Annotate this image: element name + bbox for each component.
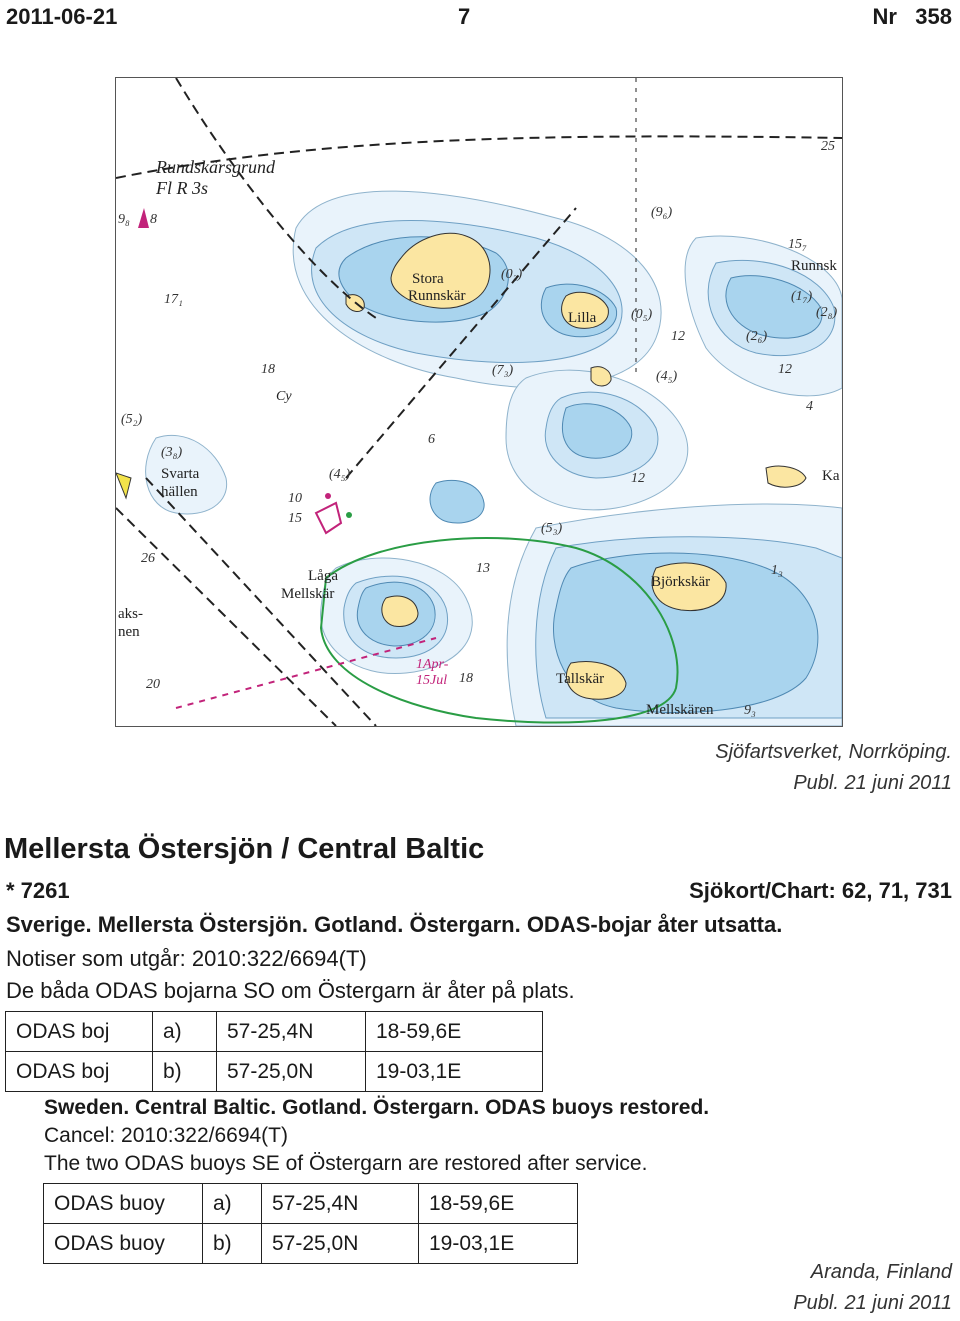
buoy-name: ODAS boj <box>6 1052 153 1092</box>
sounding-38: (3₈) <box>161 445 183 460</box>
buoy-latitude: 57-25,0N <box>217 1052 366 1092</box>
sounding-73: (7₃) <box>492 363 514 378</box>
label-stora: Stora <box>412 271 444 287</box>
label-laga: Låga <box>308 568 338 584</box>
sounding-18b: 18 <box>459 671 473 686</box>
sounding-52: (5₂) <box>121 412 143 427</box>
label-svarta: Svarta <box>161 466 200 482</box>
buoy-id: b) <box>153 1052 217 1092</box>
header-issue-number: Nr 358 <box>872 4 952 29</box>
label-rundskarsgrund: Rundskärsgrund <box>156 157 276 177</box>
header-page-number: 7 <box>458 4 471 29</box>
label-ka: Ka <box>822 468 840 484</box>
label-aks: aks- <box>118 606 143 622</box>
label-nen: nen <box>118 624 140 640</box>
sounding-26b: 26 <box>141 551 155 566</box>
english-body: The two ODAS buoys SE of Östergarn are restored after service. <box>44 1152 648 1175</box>
sounding-18: 18 <box>261 362 275 377</box>
table-row <box>6 1052 543 1092</box>
label-bjorkskar: Björkskär <box>651 574 711 590</box>
label-lilla: Lilla <box>568 310 597 326</box>
swedish-heading: Sverige. Mellersta Östersjön. Gotland. Östergarn. ODAS-bojar åter utsatta. <box>6 912 783 937</box>
buoy-longitude: 18-59,6E <box>366 1012 543 1052</box>
sounding-12b: 12 <box>778 362 792 377</box>
buoy-latitude: 57-25,4N <box>262 1184 419 1224</box>
label-mellskaren: Mellskären <box>646 702 714 718</box>
buoy-light-dot <box>325 493 331 499</box>
sounding-4: 4 <box>806 399 813 414</box>
english-heading: Sweden. Central Baltic. Gotland. Östergarn. ODAS buoys restored. <box>44 1096 710 1119</box>
nautical-chart-excerpt <box>115 77 843 727</box>
credit-published-2: Publ. 21 juni 2011 <box>793 1292 952 1314</box>
label-light-characteristic: Fl R 3s <box>156 178 208 198</box>
sounding-13a: 13 <box>476 561 490 576</box>
label-mellskar: Mellskär <box>281 586 335 602</box>
buoy-latitude: 57-25,0N <box>262 1224 419 1264</box>
credit-source: Sjöfartsverket, Norrköping. <box>715 741 952 763</box>
label-tallskar: Tallskär <box>556 671 605 687</box>
chart-reference: Sjökort/Chart: 62, 71, 731 <box>689 878 952 903</box>
sounding-05: (0₅) <box>631 307 653 322</box>
sounding-17: (1₇) <box>791 289 813 304</box>
sounding-8: 8 <box>150 212 157 227</box>
sounding-03: (0₃) <box>501 267 523 282</box>
label-hallen: hällen <box>161 484 198 500</box>
buoy-latitude: 57-25,4N <box>217 1012 366 1052</box>
yellow-marker <box>116 473 131 498</box>
header-date: 2011-06-21 <box>6 4 118 29</box>
credit-source-2: Aranda, Finland <box>810 1261 952 1283</box>
table-row <box>6 1012 543 1052</box>
shallow-islet <box>430 480 484 523</box>
buoy-name: ODAS buoy <box>44 1224 203 1264</box>
label-date-to: 15Jul <box>416 673 448 688</box>
light-flare-symbol <box>138 208 149 228</box>
sounding-12a: 12 <box>671 329 685 344</box>
sounding-9: 9₈ <box>118 212 130 227</box>
sounding-45a: (4₅) <box>329 467 351 482</box>
sounding-96: (9₆) <box>651 205 673 220</box>
buoy-name: ODAS buoy <box>44 1184 203 1224</box>
buoy-longitude: 19-03,1E <box>419 1224 578 1264</box>
sounding-20: 20 <box>146 677 160 692</box>
swedish-body: De båda ODAS bojarna SO om Östergarn är åter på plats. <box>6 978 575 1003</box>
sounding-25: 25 <box>821 139 835 154</box>
english-cancel-note: Cancel: 2010:322/6694(T) <box>44 1124 288 1147</box>
credit-published: Publ. 21 juni 2011 <box>793 772 952 794</box>
sounding-171: 17₁ <box>164 292 183 307</box>
route-line-sw-1 <box>116 508 336 726</box>
label-runnskar: Runnskär <box>408 288 466 304</box>
sounding-93: 9₃ <box>744 703 756 718</box>
buoy-id: a) <box>203 1184 262 1224</box>
sounding-28: (2₈) <box>816 305 838 320</box>
chart-drawing <box>116 78 842 726</box>
buoy-longitude: 19-03,1E <box>366 1052 543 1092</box>
sounding-53: (5₃) <box>541 521 563 536</box>
label-date-from: 1Apr- <box>416 657 449 672</box>
label-cy: Cy <box>276 389 292 404</box>
english-position-table <box>43 1183 578 1264</box>
odas-buoy-symbol <box>316 503 341 533</box>
notice-number: * 7261 <box>6 878 70 903</box>
sounding-26: (2₆) <box>746 329 768 344</box>
buoy-longitude: 18-59,6E <box>419 1184 578 1224</box>
section-title: Mellersta Östersjön / Central Baltic <box>4 833 485 865</box>
sounding-13b: 1₃ <box>771 563 783 578</box>
sounding-12c: 12 <box>631 471 645 486</box>
label-runnsk: Runnsk <box>791 258 837 274</box>
sounding-15: 15 <box>288 511 302 526</box>
sounding-10: 10 <box>288 491 302 506</box>
table-row <box>44 1184 578 1224</box>
buoy-green-dot <box>346 512 352 518</box>
sounding-45b: (4₅) <box>656 369 678 384</box>
swedish-position-table <box>5 1011 543 1092</box>
buoy-id: b) <box>203 1224 262 1264</box>
sounding-157: 15₇ <box>788 237 807 252</box>
table-row <box>44 1224 578 1264</box>
swedish-cancel-note: Notiser som utgår: 2010:322/6694(T) <box>6 946 367 971</box>
buoy-id: a) <box>153 1012 217 1052</box>
buoy-name: ODAS boj <box>6 1012 153 1052</box>
island-ka <box>766 466 806 487</box>
sounding-6: 6 <box>428 432 435 447</box>
